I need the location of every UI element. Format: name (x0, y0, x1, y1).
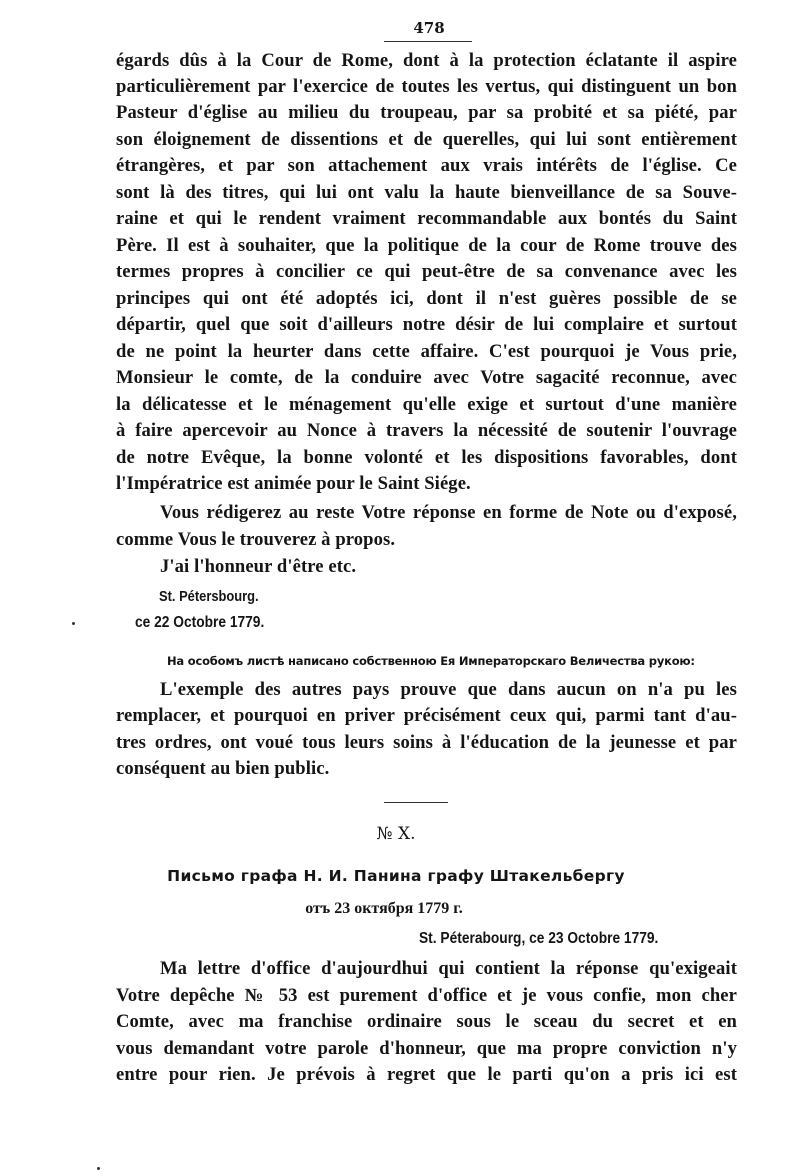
text-line: Père. Il est à souhaiter, que la politique de la cour de Rome trouve des (116, 235, 737, 256)
page-number-rule (384, 41, 472, 42)
text-line: raine et qui le rendent vraiment recommandable aux bontés du Saint (116, 208, 737, 229)
date-line: ce 22 Octobre 1779. (135, 614, 265, 631)
text-line: Comte, avec ma franchise ordinaire sous le sceau du secret et en (116, 1011, 737, 1032)
text-line: à faire apercevoir au Nonce à travers la nécessité de soutenir l'ouvrage (116, 420, 737, 441)
text-line: vous demandant votre parole d'honneur, que ma propre conviction n'y (116, 1038, 737, 1059)
text-line: entre pour rien. Je prévois à regret que le parti qu'on a pris ici est (116, 1064, 737, 1085)
text-line: de notre Evêque, la bonne volonté et les dispositions favorables, dont (116, 447, 737, 468)
page-number: 478 (413, 19, 445, 37)
text-line: son éloignement de dissentions et de querelles, qui lui sont entièrement (116, 129, 737, 150)
text-line: Monsieur le comte, de la conduire avec Votre sagacité reconnue, avec (116, 367, 737, 388)
text-line: sont là des titres, qui lui ont valu la haute bienveillance de sa Souve- (116, 182, 737, 203)
letter-title: Письмо графа Н. И. Панина графу Штакельбергу (167, 867, 625, 885)
text-line: l'Impératrice est animée pour le Saint Siége. (116, 473, 471, 494)
text-line: égards dûs à la Cour de Rome, dont à la protection éclatante il aspire (116, 50, 737, 71)
text-line: tres ordres, ont voué tous leurs soins à l'éducation de la jeunesse et par (116, 732, 737, 753)
annotation-heading: На особомъ листѣ написано собственною Ея Императорскаго Величества рукою: (167, 654, 695, 668)
text-line: termes propres à concilier ce qui peut-être de sa convenance avec les (116, 261, 737, 282)
section-separator (384, 802, 448, 803)
text-line: comme Vous le trouverez à propos. (116, 529, 396, 550)
letter-place-date: St. Péterabourg, ce 23 Octobre 1779. (419, 930, 659, 947)
text-line: Pasteur d'église au milieu du troupeau, par sa probité et sa piété, par (116, 102, 737, 123)
place-line: St. Pétersbourg. (159, 588, 259, 605)
text-line: départir, quel que soit d'ailleurs notre désir de lui complaire et surtout (116, 314, 737, 335)
text-line: la délicatesse et le ménagement qu'elle exige et surtout d'une manière (116, 394, 737, 415)
text-line: Votre depêche № 53 est purement d'office et je vous confie, mon cher (116, 985, 737, 1006)
text-line: L'exemple des autres pays prouve que dans aucun on n'a pu les (160, 679, 737, 700)
text-line: Ma lettre d'office d'aujourdhui qui contient la réponse qu'exigeait (160, 958, 737, 979)
text-line: conséquent au bien public. (116, 758, 330, 779)
text-line: étrangères, et par son attachement aux vrais intérêts de l'église. Ce (116, 155, 737, 176)
stray-mark (97, 1167, 100, 1170)
letter-subtitle: отъ 23 октября 1779 г. (305, 900, 463, 917)
section-number: № X. (376, 824, 416, 844)
text-line: remplacer, et pourquoi en priver précisément ceux qui, parmi tant d'au- (116, 705, 737, 726)
text-line: principes qui ont été adoptés ici, dont il n'est guères possible de se (116, 288, 737, 309)
stray-mark (72, 622, 75, 625)
text-line: Vous rédigerez au reste Votre réponse en forme de Note ou d'exposé, (160, 502, 737, 523)
text-line: de ne point la heurter dans cette affaire. C'est pourquoi je Vous prie, (116, 341, 737, 362)
closing-line: J'ai l'honneur d'être etc. (160, 556, 357, 577)
text-line: particulièrement par l'exercice de toutes les vertus, qui distinguent un bon (116, 76, 737, 97)
